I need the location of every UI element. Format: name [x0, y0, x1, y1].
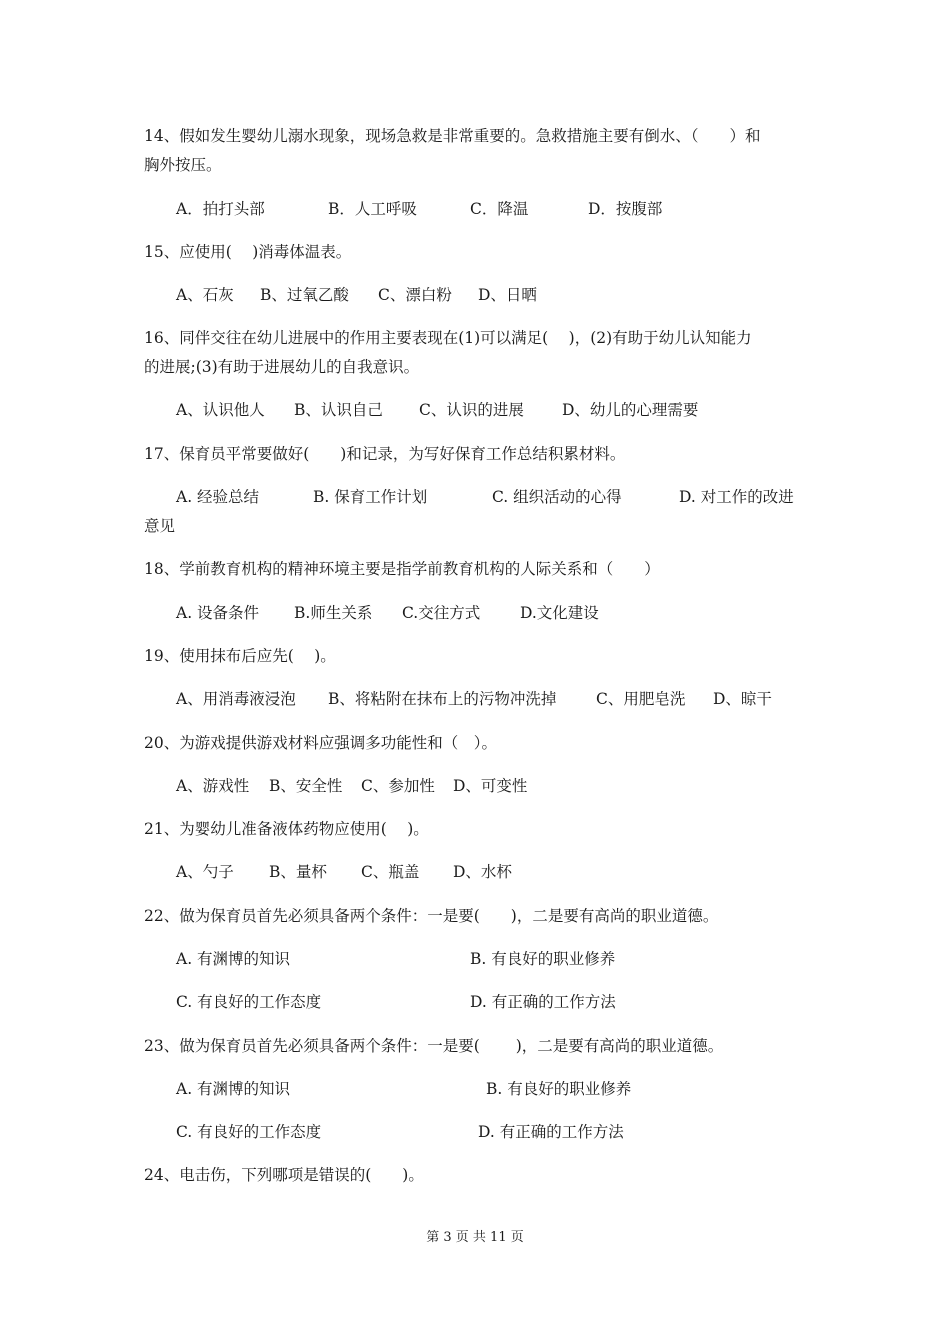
question-19-option-c: C、用肥皂洗 [596, 690, 686, 708]
question-22-option-b: B. 有良好的职业修养 [470, 950, 616, 968]
question-23-option-c: C. 有良好的工作态度 [176, 1123, 322, 1141]
question-16-option-b: B、认识自己 [294, 401, 383, 419]
question-21-option-d: D、水杯 [453, 863, 512, 881]
question-21-option-c: C、瓶盖 [361, 863, 420, 881]
question-19-option-a: A、用消毒液浸泡 [176, 690, 296, 708]
question-14-option-c: C．降温 [470, 200, 529, 218]
question-22-option-d: D. 有正确的工作方法 [470, 993, 616, 1011]
question-17-option-d-continuation: 意见 [144, 517, 176, 535]
question-18-option-d: D.文化建设 [520, 604, 599, 622]
question-15-option-d: D、日晒 [478, 286, 537, 304]
question-17-option-b: B. 保育工作计划 [313, 488, 428, 506]
question-16-option-a: A、认识他人 [176, 401, 265, 419]
question-15-option-c: C、漂白粉 [378, 286, 452, 304]
question-20-stem: 20、为游戏提供游戏材料应强调多功能性和（ ）。 [144, 734, 497, 752]
question-17-stem: 17、保育员平常要做好( )和记录，为写好保育工作总结积累材料。 [144, 445, 626, 463]
question-20-option-d: D、可变性 [453, 777, 528, 795]
question-22-stem: 22、做为保育员首先必须具备两个条件：一是要( )，二是要有高尚的职业道德。 [144, 907, 719, 925]
question-16-option-c: C、认识的进展 [419, 401, 524, 419]
question-21-option-a: A、勺子 [176, 863, 234, 881]
question-16-line-1: 16、同伴交往在幼儿进展中的作用主要表现在(1)可以满足( )，(2)有助于幼儿认知能力 [144, 329, 752, 347]
question-18-option-a: A. 设备条件 [176, 604, 260, 622]
question-17-option-d: D. 对工作的改进 [679, 488, 794, 506]
question-14-option-d: D．按腹部 [588, 200, 663, 218]
page-number-footer: 第 3 页 共 11 页 [426, 1230, 524, 1245]
question-19-stem: 19、使用抹布后应先( )。 [144, 647, 336, 665]
question-19-option-d: D、晾干 [713, 690, 772, 708]
question-20-option-a: A、游戏性 [176, 777, 250, 795]
question-20-option-b: B、安全性 [269, 777, 343, 795]
question-21-option-b: B、量杯 [269, 863, 327, 881]
question-23-stem: 23、做为保育员首先必须具备两个条件：一是要( )，二是要有高尚的职业道德。 [144, 1037, 724, 1055]
question-18-option-c: C.交往方式 [402, 604, 481, 622]
question-18-stem: 18、学前教育机构的精神环境主要是指学前教育机构的人际关系和（ ） [144, 560, 660, 578]
question-23-option-d: D. 有正确的工作方法 [478, 1123, 624, 1141]
question-14-option-a: A．拍打头部 [176, 200, 265, 218]
question-15-option-b: B、过氧乙酸 [260, 286, 349, 304]
question-24-stem: 24、电击伤，下列哪项是错误的( )。 [144, 1166, 424, 1184]
question-15-option-a: A、石灰 [176, 286, 234, 304]
question-22-option-a: A. 有渊博的知识 [176, 950, 291, 968]
question-21-stem: 21、为婴幼儿准备液体药物应使用( )。 [144, 820, 429, 838]
question-16-option-d: D、幼儿的心理需要 [562, 401, 699, 419]
question-16-line-2: 的进展;(3)有助于进展幼儿的自我意识。 [144, 358, 420, 376]
question-15-stem: 15、应使用( )消毒体温表。 [144, 243, 352, 261]
question-14-line-1: 14、假如发生婴幼儿溺水现象，现场急救是非常重要的。急救措施主要有倒水、（ ）和 [144, 127, 761, 145]
question-23-option-b: B. 有良好的职业修养 [486, 1080, 632, 1098]
question-22-option-c: C. 有良好的工作态度 [176, 993, 322, 1011]
question-19-option-b: B、将粘附在抹布上的污物冲洗掉 [328, 690, 557, 708]
question-14-line-2: 胸外按压。 [144, 156, 222, 174]
question-14-option-b: B．人工呼吸 [328, 200, 417, 218]
question-23-option-a: A. 有渊博的知识 [176, 1080, 291, 1098]
question-17-option-c: C. 组织活动的心得 [492, 488, 622, 506]
question-20-option-c: C、参加性 [361, 777, 435, 795]
question-18-option-b: B.师生关系 [294, 604, 373, 622]
question-17-option-a: A. 经验总结 [176, 488, 260, 506]
